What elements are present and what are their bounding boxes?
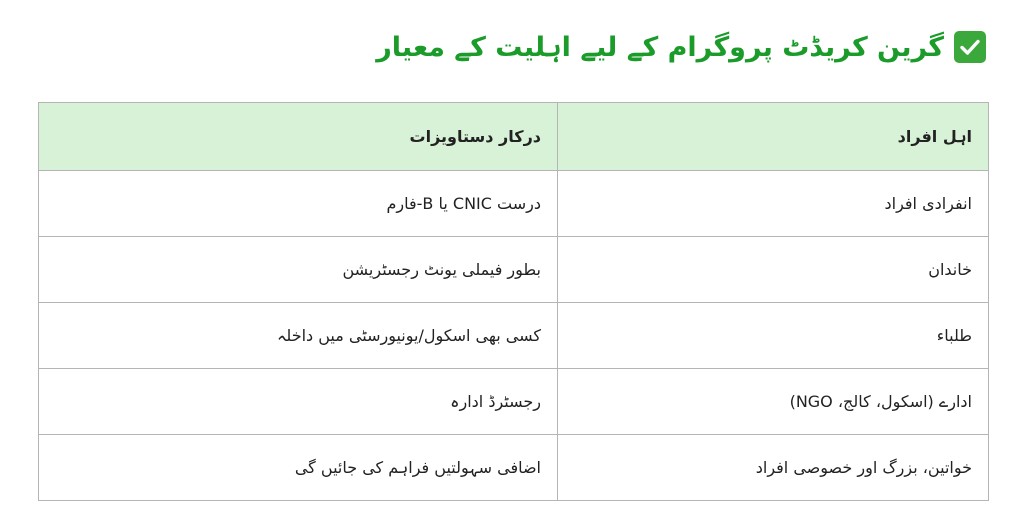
header-required-documents: درکار دستاویزات	[39, 103, 558, 171]
page-title-row	[38, 22, 986, 72]
table-row	[39, 435, 989, 501]
eligible-person-cell: انفرادی افراد	[558, 171, 989, 237]
eligible-person-cell: خاندان	[558, 237, 989, 303]
table-header-row	[39, 103, 989, 171]
table-row	[39, 171, 989, 237]
required-document-cell: رجسٹرڈ ادارہ	[39, 369, 558, 435]
required-document-cell: بطور فیملی یونٹ رجسٹریشن	[39, 237, 558, 303]
required-document-cell: اضافی سہولتیں فراہم کی جائیں گی	[39, 435, 558, 501]
table-row	[39, 369, 989, 435]
eligible-person-cell: خواتین، بزرگ اور خصوصی افراد	[558, 435, 989, 501]
eligible-person-cell: ادارے (اسکول، کالج، NGO)	[558, 369, 989, 435]
eligible-person-cell: طلباء	[558, 303, 989, 369]
eligibility-table	[38, 102, 989, 501]
table-row	[39, 237, 989, 303]
header-eligible-persons: اہل افراد	[558, 103, 989, 171]
table-row	[39, 303, 989, 369]
required-document-cell: کسی بھی اسکول/یونیورسٹی میں داخلہ	[39, 303, 558, 369]
required-document-cell: درست CNIC یا B-فارم	[39, 171, 558, 237]
page-title: گرین کریڈٹ پروگرام کے لیے اہلیت کے معیار	[376, 31, 944, 63]
check-mark-icon	[954, 31, 986, 63]
